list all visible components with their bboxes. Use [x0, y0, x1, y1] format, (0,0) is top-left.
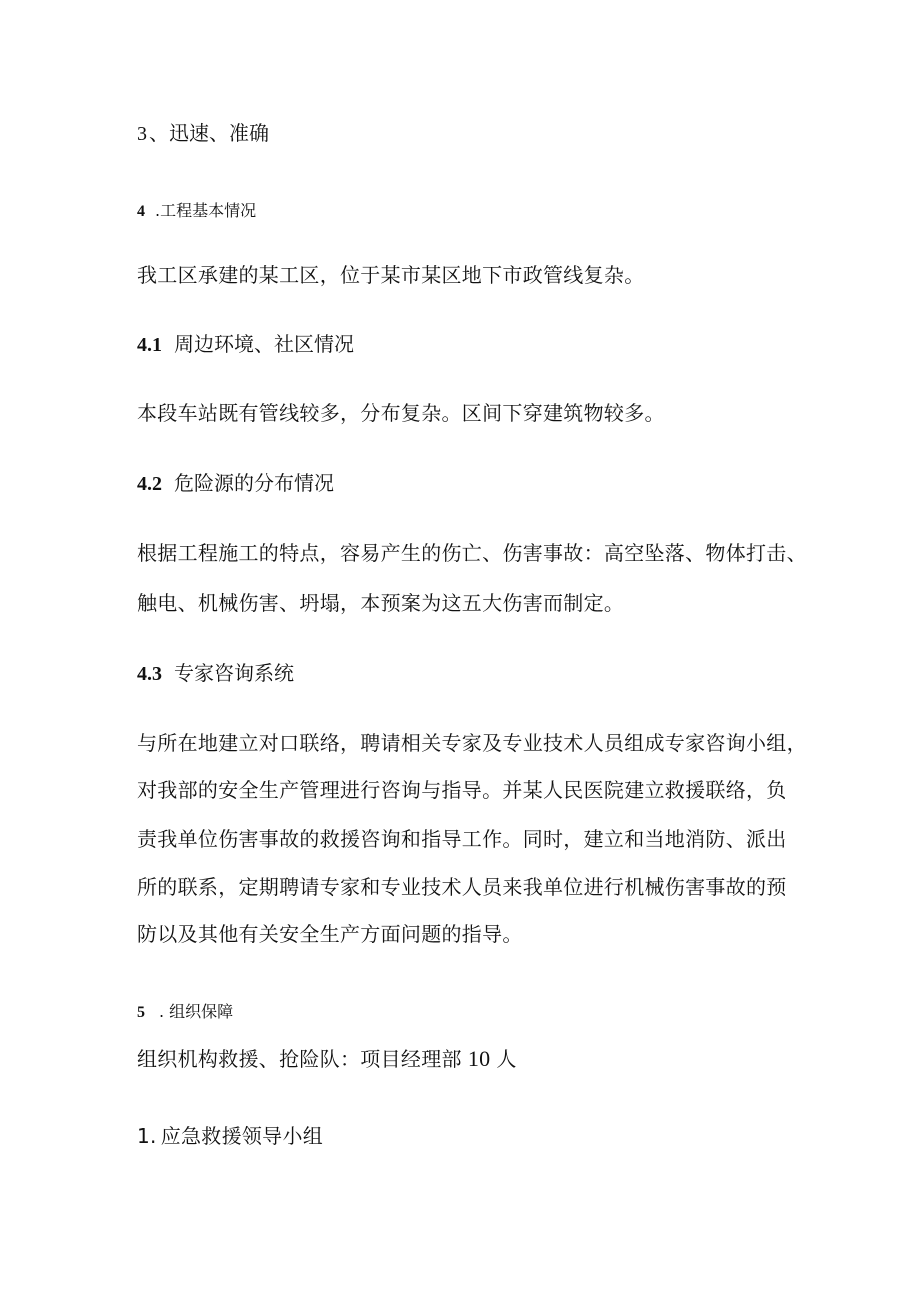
section-4-1-heading: [137, 332, 354, 357]
team-size: 10: [467, 1046, 491, 1071]
team-size-unit: 人: [496, 1047, 517, 1071]
section-4-2-paragraph-line: 触电、机械伤害、坍塌，本预案为这五大伤害而制定。: [137, 591, 625, 615]
section-4-3-number: 4.3: [137, 663, 162, 685]
section-4-1-paragraph: 本段车站既有管线较多，分布复杂。区间下穿建筑物较多。: [137, 401, 665, 425]
section-4-2-heading: [137, 471, 334, 496]
section-4-3-heading: [137, 661, 294, 686]
section-4-2-number: 4.2: [137, 473, 162, 495]
section-5-text: 组织机构救援、抢险队：项目经理部: [137, 1047, 462, 1071]
section-4-3-paragraph-line: 对我部的安全生产管理进行咨询与指导。并某人民医院建立救援联络，负: [137, 778, 787, 802]
section-5-number: 5: [137, 1004, 145, 1021]
section-4-3-paragraph-line: 责我单位伤害事故的救援咨询和指导工作。同时，建立和当地消防、派出: [137, 827, 787, 851]
subsection-1-number: 1.: [137, 1124, 157, 1148]
section-4-number: 4: [137, 203, 145, 220]
section-5-title: . 组织保障: [159, 1002, 234, 1021]
section-4-title: .工程基本情况: [155, 201, 257, 220]
section-4-3-paragraph-line: 与所在地建立对口联络，聘请相关专家及专业技术人员组成专家咨询小组，: [137, 731, 807, 755]
subsection-1-heading: [137, 1124, 323, 1148]
section-4-3-paragraph-line: 防以及其他有关安全生产方面问题的指导。: [137, 922, 523, 946]
section-4-paragraph: 我工区承建的某工区，位于某市某区地下市政管线复杂。: [137, 263, 645, 287]
item-3-number: 3: [137, 123, 147, 145]
section-5-paragraph: [137, 1047, 517, 1071]
section-4-1-title: 周边环境、社区情况: [174, 332, 354, 356]
section-4-3-paragraph-line: 所的联系，定期聘请专家和专业技术人员来我单位进行机械伤害事故的预: [137, 875, 787, 899]
item-3: [137, 121, 269, 146]
section-4-1-number: 4.1: [137, 334, 162, 356]
subsection-1-title: 应急救援领导小组: [160, 1124, 324, 1148]
section-5-heading: [137, 1000, 233, 1025]
section-4-2-paragraph-line: 根据工程施工的特点，容易产生的伤亡、伤害事故：高空坠落、物体打击、: [137, 541, 807, 565]
section-4-heading: [137, 199, 256, 224]
section-4-2-title: 危险源的分布情况: [174, 471, 334, 495]
item-3-text: 、迅速、准确: [149, 121, 269, 145]
section-4-3-title: 专家咨询系统: [174, 661, 294, 685]
